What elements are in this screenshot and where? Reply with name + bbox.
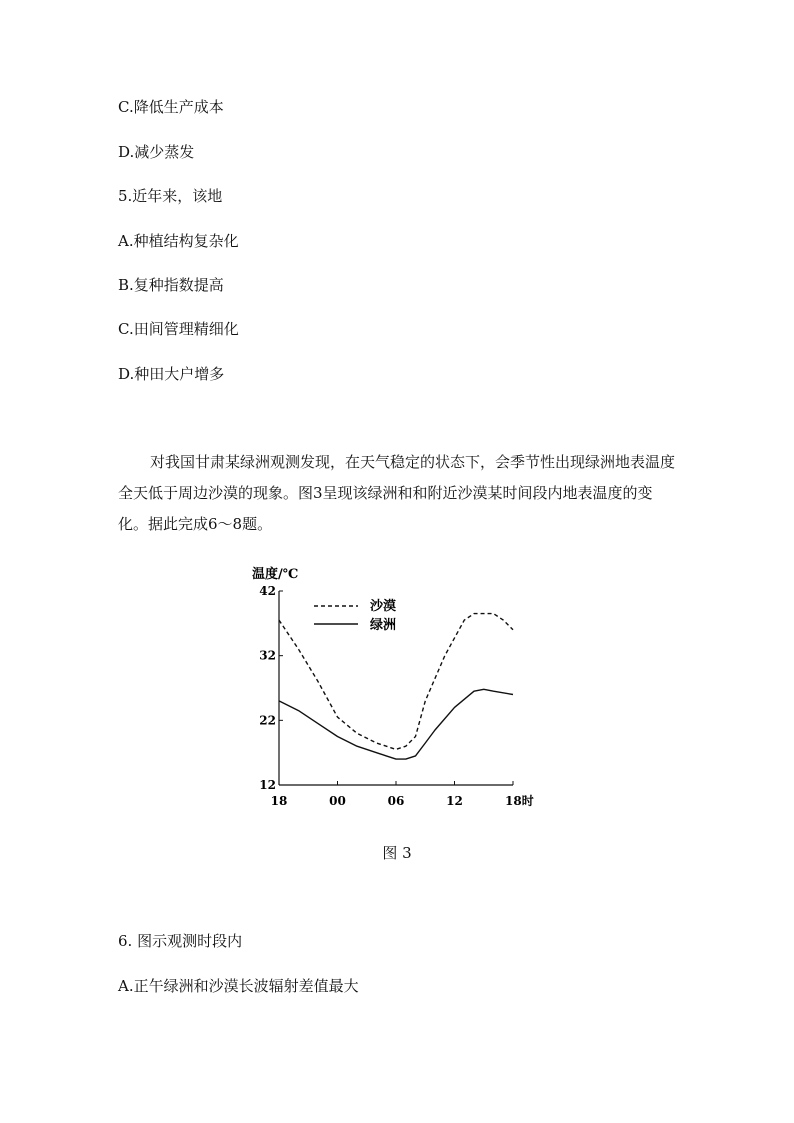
question-5-stem: 5.近年来，该地 xyxy=(118,187,223,205)
x-tick-label: 18时 xyxy=(505,794,534,808)
x-tick-label: 06 xyxy=(387,794,405,808)
option-a-q5: A.种植结构复杂化 xyxy=(118,232,239,250)
y-tick-label: 12 xyxy=(259,778,276,792)
option-d-q5: D.种田大户增多 xyxy=(118,365,225,383)
figure-caption: 图 3 xyxy=(382,844,412,862)
chart-ticks xyxy=(259,584,533,808)
option-c-item4: C.降低生产成本 xyxy=(118,98,224,116)
intro-paragraph: 对我国甘肃某绿洲观测发现，在天气稳定的状态下，会季节性出现绿洲地表温度全天低于周边沙漠的现象。图3呈现该绿洲和和附近沙漠某时间段内地表温度的变化。据此完成6～8题。 xyxy=(118,453,676,533)
option-b-q5: B.复种指数提高 xyxy=(118,276,224,294)
x-tick-label: 00 xyxy=(329,794,346,808)
y-tick-label: 22 xyxy=(259,713,276,728)
chart-series xyxy=(279,614,513,760)
option-c-q5: C.田间管理精细化 xyxy=(118,320,239,338)
x-tick-label: 18 xyxy=(270,794,288,808)
question-6-stem: 6. 图示观测时段内 xyxy=(118,932,243,950)
chart-legend xyxy=(314,598,396,633)
y-tick-label: 32 xyxy=(259,648,276,663)
series-line-desert xyxy=(279,614,513,750)
x-tick-label: 12 xyxy=(446,794,463,808)
y-tick-label: 42 xyxy=(259,584,276,598)
option-a-q6: A.正午绿洲和沙漠长波辐射差值最大 xyxy=(118,977,359,995)
option-d-item4: D.减少蒸发 xyxy=(118,143,195,161)
legend-label-desert: 沙漠 xyxy=(370,599,397,614)
series-line-oasis xyxy=(279,689,513,759)
y-axis-label: 温度/℃ xyxy=(252,567,299,582)
legend-label-oasis: 绿洲 xyxy=(370,618,397,633)
